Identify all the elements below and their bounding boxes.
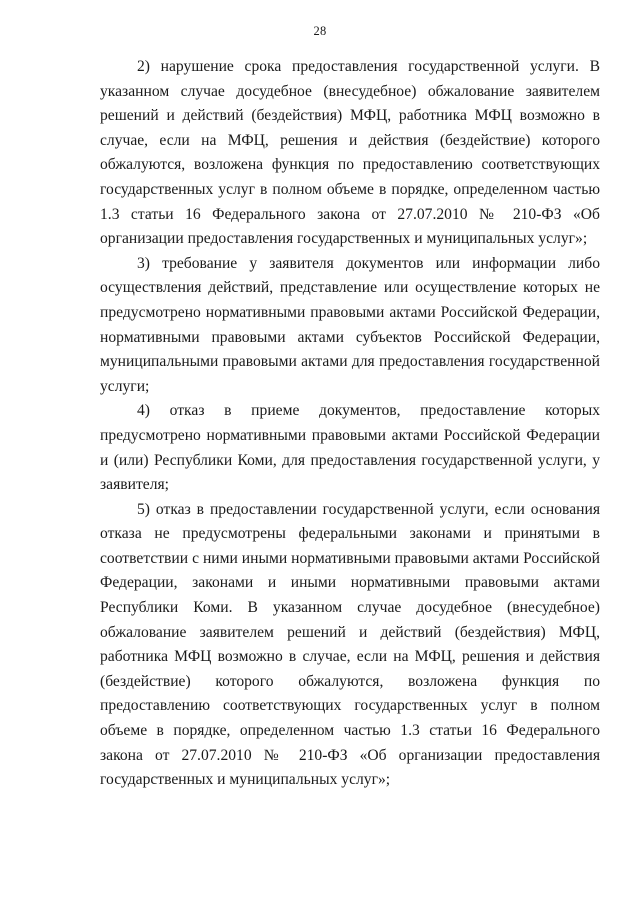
list-item-4: 4) отказ в приеме документов, предоставление которых предусмотрено нормативными правовыми актами Российской Федерации и (или) Республики Коми, для предоставления государственной услуги, у заявителя; [100,402,600,494]
list-item-3: 3) требование у заявителя документов или информации либо осуществления действий, представление или осуществление которых не предусмотрено нормативными правовыми актами Российской Федерации, нормативными правовыми актами субъектов Российской Федерации, муниципальными правовыми актами для предоставления государственной услуги; [100,254,600,395]
list-item-5: 5) отказ в предоставлении государственной услуги, если основания отказа не предусмотрены федеральными законами и принятыми в соответствии с ними иными нормативными правовыми актами Российской Федерации, законами и иными нормативными правовыми актами Республики Коми. В указанном случае досудебное (внесудебное) обжалование заявителем решений и действий (бездействия) МФЦ, работника МФЦ возможно в случае, если на МФЦ, решения и действия (бездействие) которого обжалуются, возложена функция по предоставлению соответствующих государственных услуг в полном объеме в порядке, определенном частью 1.3 статьи 16 Федерального закона от 27.07.2010 № 210-ФЗ «Об организации предоставления государственных и муниципальных услуг»; [100,500,600,789]
document-body [100,55,600,793]
page-number: 28 [313,24,327,38]
list-item-2: 2) нарушение срока предоставления государственной услуги. В указанном случае досудебное (внесудебное) обжалование заявителем решений и действий (бездействия) МФЦ, работника МФЦ возможно в случае, если на МФЦ, решения и действия (бездействие) которого обжалуются, возложена функция по предоставлению соответствующих государственных услуг в полном объеме в порядке, определенном частью 1.3 статьи 16 Федерального закона от 27.07.2010 № 210-ФЗ «Об организации предоставления государственных и муниципальных услуг»; [100,58,600,248]
